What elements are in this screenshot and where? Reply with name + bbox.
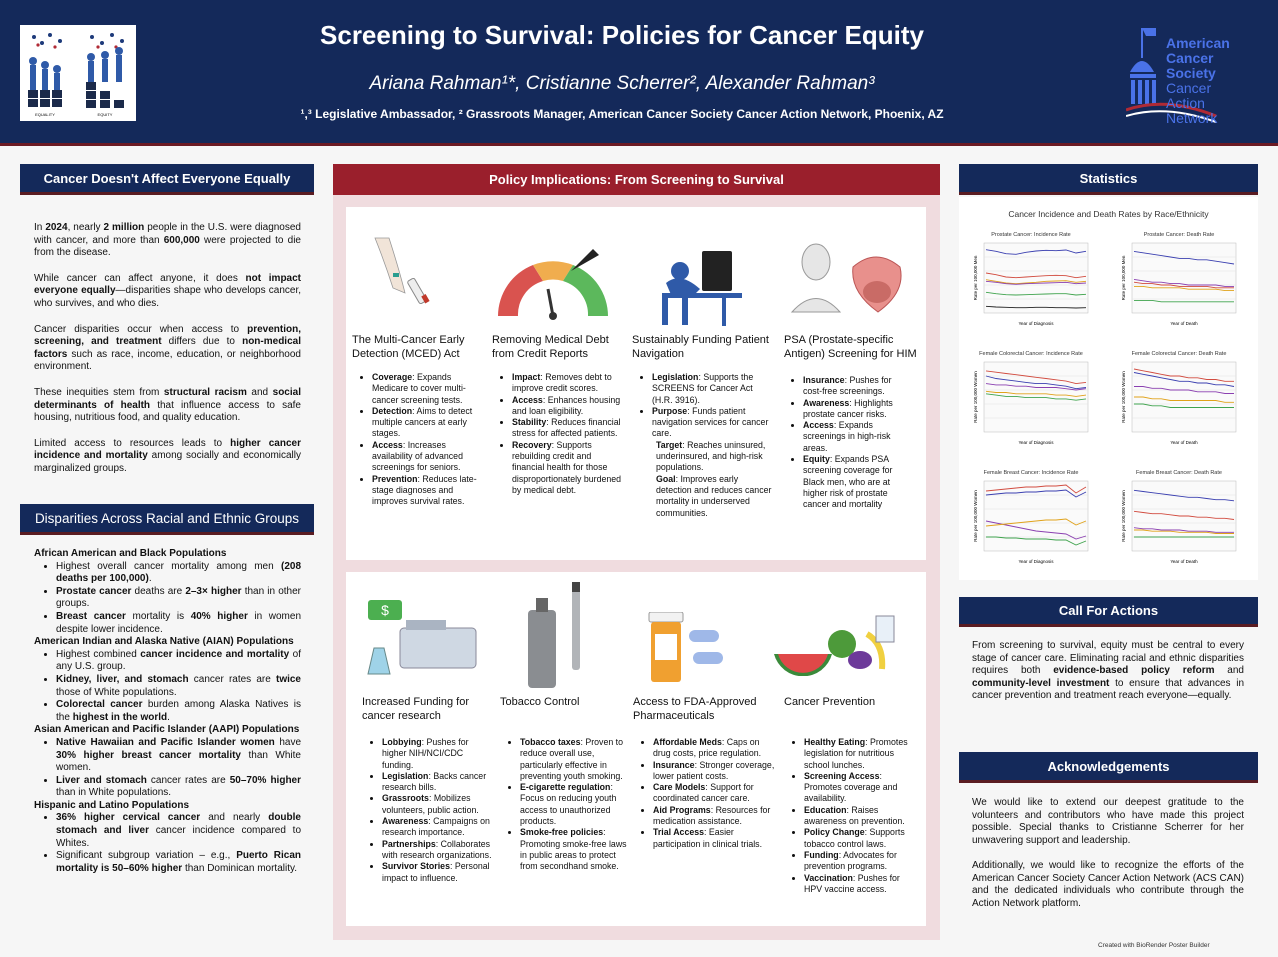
mini-line-chart bbox=[1118, 239, 1240, 334]
list-item: • Prostate cancer deaths are 2–3× higher than in other groups. bbox=[56, 586, 301, 611]
blood-test-icon bbox=[365, 233, 445, 318]
list-item: • Affordable Meds: Caps on drug costs, price regulation. bbox=[653, 737, 777, 760]
mini-line-chart bbox=[1118, 477, 1240, 572]
sub-item: Target: Reaches uninsured, underinsured, and high-risk populations. bbox=[656, 439, 766, 473]
poster-affiliations: ¹,³ Legislative Ambassador, ² Grassroots Manager, American Cancer Society Cancer Action Network, Phoenix, AZ bbox=[300, 107, 944, 121]
policy-list bbox=[362, 372, 484, 508]
list-item: • 36% higher cervical cancer and nearly double stomach and liver cancer incidence compared to Whites. bbox=[56, 812, 301, 850]
plot-area bbox=[1132, 362, 1236, 432]
x-axis-label: Year of Diagnosis bbox=[1018, 321, 1054, 326]
policy-title: Cancer Prevention bbox=[784, 696, 876, 708]
plot-area bbox=[984, 481, 1088, 551]
y-axis-label: Rate per 100,000 Men bbox=[973, 255, 978, 301]
paragraph: We would like to extend our deepest gratitude to the volunteers and contributors who have made this project possible. Special thanks to Cristianne Scherrer for her unwavering support and leadership. bbox=[972, 797, 1244, 846]
policy-title: Tobacco Control bbox=[500, 696, 580, 708]
group-heading: Asian American and Pacific Islander (AAPI) Populations bbox=[34, 724, 300, 736]
policy-title: PSA (Prostate-specific Antigen) Screening for HIM bbox=[784, 334, 917, 360]
paragraph: In 2024, nearly 2 million people in the U.S. were diagnosed with cancer, and more than 600,000 were projected to die from the disease. bbox=[34, 222, 301, 259]
policy-list bbox=[372, 737, 494, 884]
medication-bottle-icon bbox=[645, 612, 725, 689]
equity-label: EQUITY bbox=[97, 112, 113, 117]
section-call-to-action-title: Call For Actions bbox=[959, 597, 1258, 627]
section-statistics-title: Statistics bbox=[959, 164, 1258, 195]
logo-line: Society bbox=[1166, 65, 1216, 81]
y-axis-label: Rate per 100,000 Women bbox=[973, 490, 978, 542]
section-disparities-title: Disparities Across Racial and Ethnic Groups bbox=[20, 504, 314, 535]
list-item: • Aid Programs: Resources for medication assistance. bbox=[653, 805, 777, 828]
policy-title: Access to FDA-Approved Pharmaceuticals bbox=[633, 696, 757, 722]
list-item: • Breast cancer mortality is 40% higher in women despite lower incidence. bbox=[56, 611, 301, 636]
paragraph: Limited access to resources leads to higher cancer incidence and mortality among socially and economically marginalized groups. bbox=[34, 437, 301, 474]
list-item: • Lobbying: Pushes for higher NIH/NCI/CDC funding. bbox=[382, 737, 494, 771]
paragraph: Cancer disparities occur when access to prevention, screening, and treatment differs due to non-medical factors such as race, income, education, or neighborhood environment. bbox=[34, 323, 301, 373]
stressed-patient-icon bbox=[652, 241, 742, 331]
paragraph: Additionally, we would like to recognize the efforts of the American Cancer Society Cancer Action Network (ACS CAN) and the dedicated individuals who contribute through the Action Network platform. bbox=[972, 860, 1244, 909]
svg-text:$: $ bbox=[381, 602, 389, 618]
list-item: • Care Models: Support for coordinated cancer care. bbox=[653, 782, 777, 805]
group-heading: Hispanic and Latino Populations bbox=[34, 799, 190, 811]
policy-list bbox=[794, 737, 918, 895]
mini-line-chart bbox=[970, 477, 1092, 572]
poster-header bbox=[0, 0, 1278, 146]
poster-authors: Ariana Rahman¹*, Cristianne Scherrer², Alexander Rahman³ bbox=[369, 73, 875, 94]
list-item: • Liver and stomach cancer rates are 50–70% higher than in White populations. bbox=[56, 775, 301, 800]
list-item: • Awareness: Highlights prostate cancer risks. bbox=[803, 398, 905, 421]
mini-chart-title: Prostate Cancer: Death Rate bbox=[1143, 232, 1215, 238]
y-axis-label: Rate per 100,000 Women bbox=[973, 371, 978, 423]
mini-line-chart bbox=[970, 239, 1092, 334]
section-acknowledgements-title: Acknowledgements bbox=[959, 752, 1258, 783]
policy-title: The Multi-Cancer Early Detection (MCED) Act bbox=[352, 334, 465, 360]
logo-line: Network bbox=[1166, 110, 1218, 126]
e-cigarette-icon bbox=[522, 580, 592, 693]
y-axis-label: Rate per 100,000 Men bbox=[1121, 255, 1126, 301]
paragraph: From screening to survival, equity must be central to every stage of cancer care. Eliminating racial and ethnic disparities requires both evidence-based policy reform and community-level investment to ensure that advances in cancer prevention and treatment reach everyone—equally. bbox=[972, 640, 1244, 701]
equality-label: EQUALITY bbox=[35, 112, 55, 117]
lab-machine-money-icon bbox=[360, 598, 480, 685]
list-item: • Screening Access: Promotes coverage and availability. bbox=[804, 771, 918, 805]
list-item: • Equity: Expands PSA screening coverage for Black men, who are at higher risk of prostate cancer and mortality bbox=[803, 454, 905, 510]
list-item: • Legislation: Supports the SCREENS for Cancer Act (H.R. 3916). bbox=[652, 372, 774, 406]
biorender-credit: Created with BioRender Poster Builder bbox=[1098, 942, 1210, 949]
poster-title: Screening to Survival: Policies for Cancer Equity bbox=[320, 20, 924, 50]
mini-chart-title: Female Breast Cancer: Death Rate bbox=[1136, 470, 1222, 476]
mini-chart-title: Female Breast Cancer: Incidence Rate bbox=[983, 470, 1079, 476]
mini-chart-title: Prostate Cancer: Incidence Rate bbox=[991, 232, 1071, 238]
list-item: • Insurance: Stronger coverage, lower patient costs. bbox=[653, 760, 777, 783]
acknowledgements-text bbox=[972, 797, 1244, 923]
list-item: • Native Hawaiian and Pacific Islander women have 30% higher breast cancer mortality than White women. bbox=[56, 737, 301, 775]
list-item: • Stability: Reduces financial stress for affected patients. bbox=[512, 417, 622, 440]
policy-list bbox=[642, 372, 774, 519]
list-item: • Purpose: Funds patient navigation services for cancer care. bbox=[652, 406, 774, 440]
list-item: • Partnerships: Collaborates with research organizations. bbox=[382, 839, 494, 862]
x-axis-label: Year of Diagnosis bbox=[1018, 559, 1054, 564]
list-item: • Legislation: Backs cancer research bills. bbox=[382, 771, 494, 794]
list-item: • Education: Raises awareness on prevention. bbox=[804, 805, 918, 828]
mini-chart-title: Female Colorectal Cancer: Incidence Rate bbox=[979, 351, 1083, 357]
logo-line: American bbox=[1166, 35, 1230, 51]
list-item: • Vaccination: Pushes for HPV vaccine access. bbox=[804, 873, 918, 896]
list-item: • E-cigarette regulation: Focus on reducing youth access to unauthorized products. bbox=[520, 782, 628, 827]
list-item: • Healthy Eating: Promotes legislation for nutritious school lunches. bbox=[804, 737, 918, 771]
list-item: • Detection: Aims to detect multiple cancers at early stages. bbox=[372, 406, 484, 440]
plot-area bbox=[984, 243, 1088, 313]
paragraph: While cancer can affect anyone, it does not impact everyone equally—disparities shape who develops cancer, who survives, and who dies. bbox=[34, 272, 302, 309]
list-item: • Trial Access: Easier participation in clinical trials. bbox=[653, 827, 777, 850]
list-item: • Funding: Advocates for prevention programs. bbox=[804, 850, 918, 873]
mini-line-chart bbox=[970, 358, 1092, 453]
logo-line: Cancer bbox=[1166, 50, 1214, 66]
logo-line: Action bbox=[1166, 95, 1205, 111]
y-axis-label: Rate per 100,000 Women bbox=[1121, 490, 1126, 542]
list-item: • Access: Increases availability of advanced screenings for seniors. bbox=[372, 440, 484, 474]
mini-chart-title: Female Colorectal Cancer: Death Rate bbox=[1131, 351, 1227, 357]
group-heading: African American and Black Populations bbox=[34, 548, 227, 559]
list-item: • Coverage: Expands Medicare to cover multi-cancer screening tests. bbox=[372, 372, 484, 406]
credit-score-gauge-icon bbox=[493, 241, 613, 326]
statistics-chart-title: Cancer Incidence and Death Rates by Race/Ethnicity bbox=[1008, 209, 1209, 219]
list-item: • Colorectal cancer burden among Alaska Natives is the highest in the world. bbox=[56, 699, 301, 724]
man-and-prostate-icon bbox=[788, 237, 918, 322]
group-heading: American Indian and Alaska Native (AIAN) Populations bbox=[34, 636, 294, 648]
list-item: • Awareness: Campaigns on research importance. bbox=[382, 816, 494, 839]
x-axis-label: Year of Death bbox=[1170, 440, 1198, 445]
list-item: • Insurance: Pushes for cost-free screenings. bbox=[803, 375, 905, 398]
list-item: • Smoke-free policies: Promoting smoke-free laws in public areas to protect from secondhand smoke. bbox=[520, 827, 628, 872]
call-to-action-text bbox=[972, 640, 1244, 716]
x-axis-label: Year of Diagnosis bbox=[1018, 440, 1054, 445]
mini-line-chart bbox=[1118, 358, 1240, 453]
policy-title: Sustainably Funding Patient Navigation bbox=[632, 334, 769, 360]
list-item: • Access: Enhances housing and loan eligibility. bbox=[512, 395, 622, 418]
list-item: • Highest overall cancer mortality among men (208 deaths per 100,000). bbox=[56, 561, 301, 586]
list-item: • Recovery: Supports rebuilding credit and financial health for those disproportionately burdened by medical debt. bbox=[512, 440, 622, 496]
y-axis-label: Rate per 100,000 Women bbox=[1121, 371, 1126, 423]
list-item: • Grassroots: Mobilizes volunteers, public action. bbox=[382, 793, 494, 816]
list-item: • Prevention: Reduces late-stage diagnoses and improves survival rates. bbox=[372, 474, 484, 508]
list-item: • Kidney, liver, and stomach cancer rates are twice those of White populations. bbox=[56, 674, 301, 699]
cancer-equality-text bbox=[34, 222, 301, 489]
disparities-list bbox=[34, 548, 301, 875]
section-policy-title: Policy Implications: From Screening to Survival bbox=[333, 164, 940, 195]
policy-list bbox=[510, 737, 628, 873]
section-cancer-equality-title: Cancer Doesn't Affect Everyone Equally bbox=[20, 164, 314, 195]
policy-list bbox=[643, 737, 777, 850]
logo-line: Cancer bbox=[1166, 80, 1212, 96]
list-item: • Tobacco taxes: Proven to reduce overall use, particularly effective in preventing youth smoking. bbox=[520, 737, 628, 782]
list-item: • Policy Change: Supports tobacco control laws. bbox=[804, 827, 918, 850]
policy-list bbox=[793, 375, 905, 511]
paragraph: These inequities stem from structural racism and social determinants of health that influence access to safe housing, nutritious food, and quality education. bbox=[34, 386, 301, 424]
x-axis-label: Year of Death bbox=[1170, 559, 1198, 564]
list-item: • Access: Expands screenings in high-risk areas. bbox=[803, 420, 905, 454]
list-item: • Survivor Stories: Personal impact to influence. bbox=[382, 861, 494, 884]
acs-can-logo-text bbox=[1166, 36, 1230, 126]
policy-title: Increased Funding for cancer research bbox=[362, 696, 470, 722]
policy-title: Removing Medical Debt from Credit Reports bbox=[492, 334, 609, 360]
policy-list bbox=[502, 372, 622, 496]
list-item: • Significant subgroup variation – e.g., Puerto Rican mortality is 50–60% higher than Dominican mortality. bbox=[56, 850, 301, 875]
fruits-vegetables-icon bbox=[772, 614, 897, 681]
x-axis-label: Year of Death bbox=[1170, 321, 1198, 326]
list-item: • Highest combined cancer incidence and mortality of any U.S. group. bbox=[56, 649, 301, 674]
sub-item: Goal: Improves early detection and reduces cancer mortality in underserved communities. bbox=[656, 473, 772, 518]
list-item: • Impact: Removes debt to improve credit scores. bbox=[512, 372, 622, 395]
